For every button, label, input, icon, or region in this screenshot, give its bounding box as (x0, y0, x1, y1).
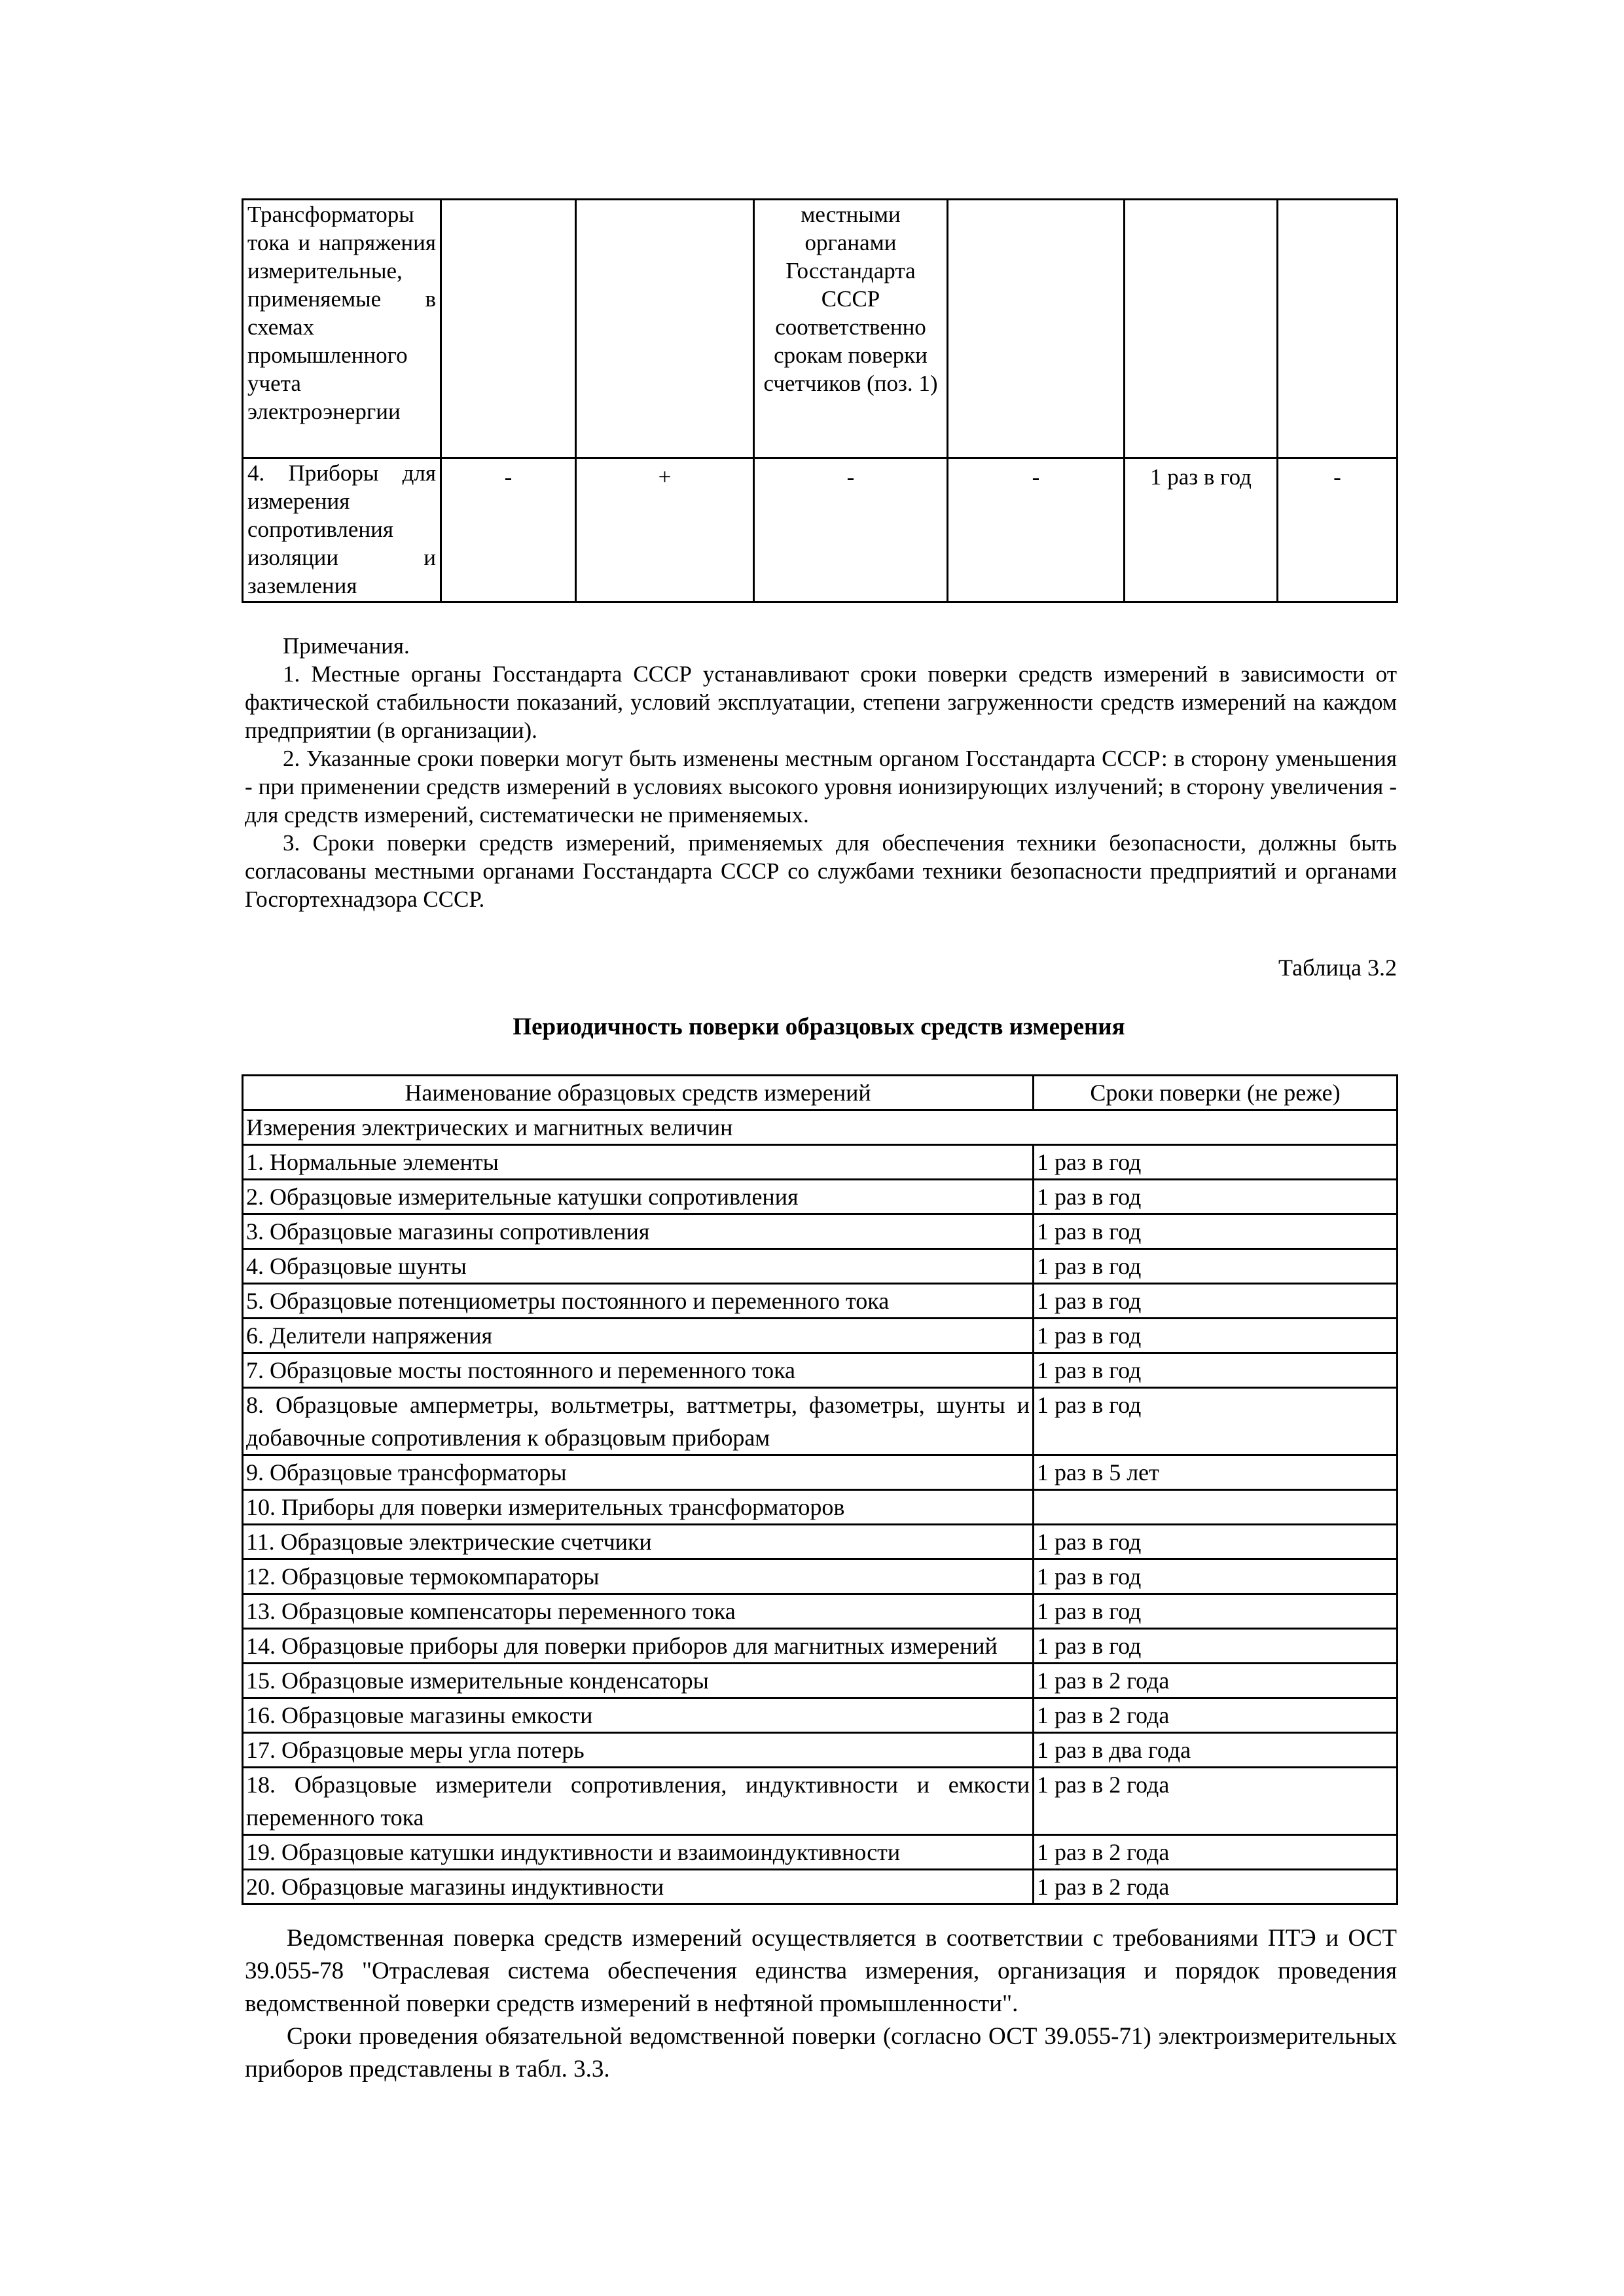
table-title: Периодичность поверки образцовых средств измерения (513, 1013, 1125, 1040)
table-row (243, 1214, 1398, 1249)
table-cell: - (754, 458, 948, 602)
table-cell: Трансформаторы тока и напряжения измерительные, применяемые в схемах промышленного учета электроэнергии (243, 200, 441, 458)
table-header-row (243, 1076, 1398, 1110)
row-name-cell: 14. Образцовые приборы для поверки приборов для магнитных измерений (243, 1629, 1034, 1664)
table-row (243, 1525, 1398, 1559)
table-row (243, 1559, 1398, 1594)
section-cell: Измерения электрических и магнитных величин (243, 1110, 1398, 1145)
table-row (243, 1249, 1398, 1284)
row-name-cell: 4. Образцовые шунты (243, 1249, 1034, 1284)
row-name-cell: 2. Образцовые измерительные катушки сопротивления (243, 1180, 1034, 1214)
row-period-cell: 1 раз в два года (1034, 1733, 1398, 1768)
row-period-cell: 1 раз в год (1034, 1319, 1398, 1353)
table-row (243, 200, 1398, 458)
row-name-cell: 9. Образцовые трансформаторы (243, 1455, 1034, 1490)
table-cell (441, 200, 576, 458)
table-cell (576, 200, 754, 458)
row-name-cell: 12. Образцовые термокомпараторы (243, 1559, 1034, 1594)
table-row (243, 1594, 1398, 1629)
row-name-cell: 3. Образцовые магазины сопротивления (243, 1214, 1034, 1249)
row-name-cell: 13. Образцовые компенсаторы переменного тока (243, 1594, 1034, 1629)
table-cell: - (1278, 458, 1398, 602)
row-period-cell: 1 раз в год (1034, 1284, 1398, 1319)
row-period-cell: 1 раз в год (1034, 1559, 1398, 1594)
row-period-cell: 1 раз в год (1034, 1180, 1398, 1214)
body-text (245, 1922, 1397, 2086)
table-cell: - (441, 458, 576, 602)
row-name-cell: 15. Образцовые измерительные конденсаторы (243, 1664, 1034, 1698)
table-row (243, 1388, 1398, 1455)
row-period-cell: 1 раз в 2 года (1034, 1835, 1398, 1870)
row-name-cell: 17. Образцовые меры угла потерь (243, 1733, 1034, 1768)
row-name-cell: 8. Образцовые амперметры, вольтметры, ваттметры, фазометры, шунты и добавочные сопротивления к образцовым приборам (243, 1388, 1034, 1455)
table-row (243, 1180, 1398, 1214)
row-name-cell: 7. Образцовые мосты постоянного и переменного тока (243, 1353, 1034, 1388)
row-name-cell: 6. Делители напряжения (243, 1319, 1034, 1353)
table-cell (1125, 200, 1278, 458)
table-row (243, 1768, 1398, 1835)
note-item: 3. Сроки поверки средств измерений, применяемых для обеспечения техники безопасности, должны быть согласованы местными органами Госстандарта СССР со службами техники безопасности предприятий и органами Госгортехнадзора СССР. (245, 830, 1397, 912)
note-item: 2. Указанные сроки поверки могут быть изменены местным органом Госстандарта СССР: в сторону уменьшения - при применении средств измерений в условиях высокого уровня ионизирующих излучений; в сторону увеличения - для средств измерений, систематически не применяемых. (245, 746, 1397, 828)
verification-table-continued (242, 198, 1398, 603)
table-row (243, 1319, 1398, 1353)
row-name-cell: 10. Приборы для поверки измерительных трансформаторов (243, 1490, 1034, 1525)
table-row (243, 1629, 1398, 1664)
row-period-cell: 1 раз в 5 лет (1034, 1455, 1398, 1490)
row-period-cell: 1 раз в 2 года (1034, 1664, 1398, 1698)
table-row (243, 1353, 1398, 1388)
note-item: 1. Местные органы Госстандарта СССР устанавливают сроки поверки средств измерений в зависимости от фактической стабильности показаний, условий эксплуатации, степени загруженности средств измерений на каждом предприятии (в организации). (245, 661, 1397, 743)
table-row (243, 458, 1398, 602)
paragraph: Сроки проведения обязательной ведомственной поверки (согласно ОСТ 39.055-71) электроизмерительных приборов представлены в табл. 3.3. (245, 2023, 1397, 2083)
row-name-cell: 11. Образцовые электрические счетчики (243, 1525, 1034, 1559)
row-period-cell: 1 раз в год (1034, 1353, 1398, 1388)
table-cell: - (948, 458, 1125, 602)
row-name-cell: 20. Образцовые магазины индуктивности (243, 1870, 1034, 1904)
reference-instruments-table (242, 1074, 1398, 1905)
row-name-cell: 19. Образцовые катушки индуктивности и взаимоиндуктивности (243, 1835, 1034, 1870)
row-period-cell: 1 раз в год (1034, 1629, 1398, 1664)
table-row (243, 1835, 1398, 1870)
table-row (243, 1284, 1398, 1319)
row-period-cell: 1 раз в год (1034, 1249, 1398, 1284)
table-row (243, 1698, 1398, 1733)
table-row (243, 1733, 1398, 1768)
table-cell: + (576, 458, 754, 602)
header-cell-name: Наименование образцовых средств измерений (243, 1076, 1034, 1110)
table-caption: Таблица 3.2 (1278, 955, 1397, 981)
header-cell-period: Сроки поверки (не реже) (1034, 1076, 1398, 1110)
table-row (243, 1490, 1398, 1525)
row-period-cell: 1 раз в год (1034, 1145, 1398, 1180)
section-row (243, 1110, 1398, 1145)
notes-section (245, 632, 1397, 913)
notes-heading: Примечания. (283, 633, 410, 659)
table-cell (1278, 200, 1398, 458)
row-period-cell (1034, 1490, 1398, 1525)
table-cell (948, 200, 1125, 458)
table-row (243, 1145, 1398, 1180)
table-row (243, 1870, 1398, 1904)
row-period-cell: 1 раз в 2 года (1034, 1870, 1398, 1904)
row-period-cell: 1 раз в 2 года (1034, 1698, 1398, 1733)
row-period-cell: 1 раз в год (1034, 1214, 1398, 1249)
row-name-cell: 18. Образцовые измерители сопротивления, индуктивности и емкости переменного тока (243, 1768, 1034, 1835)
row-name-cell: 5. Образцовые потенциометры постоянного и переменного тока (243, 1284, 1034, 1319)
row-name-cell: 16. Образцовые магазины емкости (243, 1698, 1034, 1733)
paragraph: Ведомственная поверка средств измерений осуществляется в соответствии с требованиями ПТЭ и ОСТ 39.055-78 "Отраслевая система обеспечения единства измерения, организация и порядок проведения ведомственной поверки средств измерений в нефтяной промышленности". (245, 1925, 1397, 2017)
table-row (243, 1455, 1398, 1490)
table-cell: местными органами Госстандарта СССР соответственно срокам поверки счетчиков (поз. 1) (754, 200, 948, 458)
row-period-cell: 1 раз в год (1034, 1594, 1398, 1629)
row-period-cell: 1 раз в год (1034, 1388, 1398, 1455)
row-name-cell: 1. Нормальные элементы (243, 1145, 1034, 1180)
row-period-cell: 1 раз в год (1034, 1525, 1398, 1559)
row-period-cell: 1 раз в 2 года (1034, 1768, 1398, 1835)
table-cell: 4. Приборы для измерения сопротивления изоляции и заземления (243, 458, 441, 602)
table-row (243, 1664, 1398, 1698)
table-cell: 1 раз в год (1125, 458, 1278, 602)
